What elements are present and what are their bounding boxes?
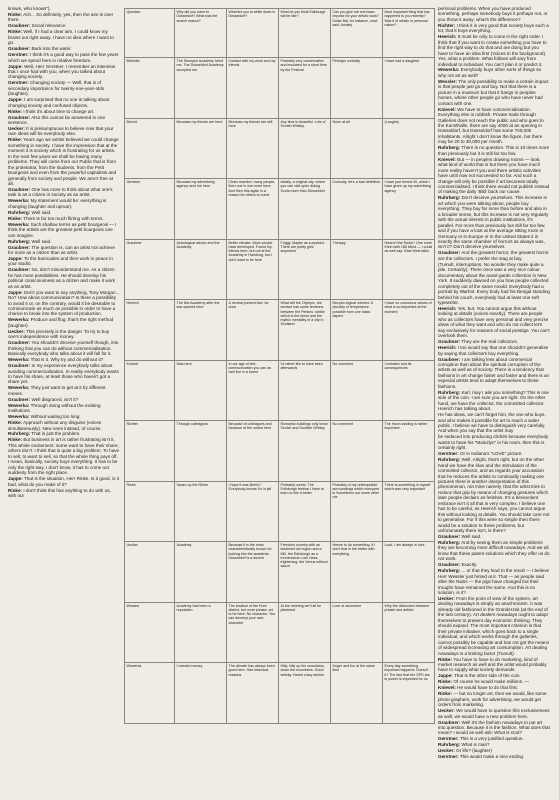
artist-name-cell: Böhmler — [125, 58, 175, 119]
dialogue-paragraph: Graubner: You shouldn't deceive yourself though, into thinking that you can do without commercialisation. Basically everybody who talks about it will fall for it. — [8, 340, 119, 357]
artist-name-cell: Heerich — [125, 300, 175, 361]
dialogue-paragraph: Knievel: He would have to do that first. — [438, 685, 518, 691]
answer-cell: Romantic buildings only know Scotch and Scottish Whisky — [279, 421, 331, 482]
answer-cell: (Laughs) — [383, 118, 435, 179]
answer-cell: Was here — [175, 360, 227, 421]
artist-name-cell: Wessler — [125, 602, 175, 663]
dialogue-paragraph: Heerich: Yes, but. You cannot argue this without looking at details (voices exactly). There are people who as collectors have very personal and very precise ideas of what they want and who do not collect let's say exclusively for reasons of social prestige. You can't overlook them. — [438, 305, 550, 339]
dialogue-paragraph: Gerstner: Or in Indiana's "LOVE" picture. — [438, 451, 523, 457]
answer-cell: I have just turned 40, which I have given up my advertising agency — [383, 179, 435, 240]
header-why-come: Why did you come to Düsseldorf? What was the search reason? — [175, 9, 227, 58]
artist-name-cell: Wewerka — [125, 663, 175, 724]
answer-cell: Curiosity: let's a bad definition — [331, 179, 383, 240]
dialogue-paragraph: Graubner: Social relevance. — [8, 23, 67, 29]
dialogue-paragraph: Graubner: Back into the water. — [8, 46, 72, 52]
answer-cell: Academy had been a reputation — [175, 602, 227, 663]
questionnaire-table — [124, 8, 435, 724]
answer-cell: Luck, I am always in love — [383, 542, 435, 603]
table-row — [125, 118, 435, 179]
answer-cell: Contact with my work and my friends — [227, 58, 279, 119]
dialogue-paragraph: Graubner: In my experience everybody talks about avoiding commercialisation. In reality everybody wants to have his share, at least those who haven't got a share yet. — [8, 363, 119, 385]
dialogue-paragraph: Rinke: Well, if I had a clear aim, I could know my brains out right away. I have no idea where I want to go. — [8, 29, 114, 46]
answer-cell: Haven't the Rodin? One more Klein with 166 killed — I could as well say: East West talks — [383, 239, 435, 300]
dialogue-paragraph: Gerstner: This would make a nice ending. — [438, 754, 525, 760]
dialogue-paragraph: Wewerka: That is it. Why try and do without it? — [8, 357, 104, 363]
answer-cell: In our age of tele-communication you can as well live in a forest — [227, 360, 279, 421]
artist-name-cell: Richter — [125, 421, 175, 482]
answer-cell: Because my advertising agency sent me here — [175, 179, 227, 240]
table-row — [125, 542, 435, 603]
dialogue-paragraph: Heerich: I too would say that one shouldn't generalise by saying that collectors buy everything. — [438, 345, 549, 356]
answer-cell: I have had a daughter — [383, 58, 435, 119]
dialogue-paragraph: Rinke: Years ago we artists believed we could change something in society. I have the impression that at the moment it is society which is frustrating for us artists. In the next few years we shall be having many problems. They will come from our Public that is from the proletariat, from the students, from the Petit Bourgeois and even from the powerful capitalists and generally from society and people. We aren't free at all. — [8, 137, 119, 187]
dialogue-paragraph: be seduced into producing clichés because everybody wants to have his "Mainzlyn" in his room, then this is certainly right. — [438, 434, 549, 451]
dialogue-paragraph: Graubner: They are the real collectors. — [438, 339, 519, 345]
dialogue-paragraph: Rinke: — but no longer art, then we would, like some photo-graphers, work for advertising, we would get orders from marketing. — [438, 691, 547, 708]
answer-cell: Chain reaction: many people, then one is one more here. And then this again is a reason for others to come — [227, 179, 279, 240]
answer-cell: None at all — [331, 118, 383, 179]
header-question: Question — [125, 9, 175, 58]
dialogue-paragraph: Ruhrberg: Karl, may I ask you something? This is one side of the coin. I am sure you are right. On the other hand, we have the collector, the committed collector. Heerich has talking about. — [438, 389, 549, 412]
dialogue-paragraph: Graubner: And the greatest horror, the greatest horror are the collectors. I prefer the stag at bay. — [438, 250, 549, 261]
answer-cell: Ideally, a original city, where you can visit open dialog Scots more than Düsseldorf — [279, 179, 331, 240]
answer-cell: Because it is the most characteristically known for looking into the academic Düsseldorf is a decent — [227, 542, 279, 603]
answer-cell: The climate has always been good here. Has historical reasons — [227, 663, 279, 724]
right-text-column — [438, 6, 550, 792]
table-row — [125, 360, 435, 421]
table-row — [125, 179, 435, 240]
dialogue-paragraph: Knievel: We have to have commercialisation. Everything else is rubbish. Private trade through Galleries does not reach the public and who goes to the Kunsthalle, there are say 4000 at an opening in Düsseldorf, but Düsseldorf has some 700,000 inhabitants. Alright I don't know the figure, but there may be 20 to 30,000 per month. — [438, 106, 544, 145]
dialogue-paragraph: Jappe: That is the situation, Herr Rinke. Is it good, is it bad, what do you make of it? — [8, 476, 119, 487]
answer-cell: Swam up the Rhine — [175, 481, 227, 542]
dialogue-paragraph: Uecker: It is presumptuous to believe now that your own ideas will be everybody else. — [8, 126, 114, 137]
answer-cell: No comment — [331, 360, 383, 421]
answer-cell: Morpho-logical interest. A plurality of temperance possible from one basic aspect — [331, 300, 383, 361]
dialogue-paragraph: (Tumult, interruptions. No wonder they make quite a pile. Certainly). There once was a very nice colour documentary about the avant-garde collection in New York. It suddenly dawned on you how people collected completely out of the same mould. Everybody had a portrait by Warhol. Every body had his Bengal standing behind his couch, everybody had at least one soft typewriter. — [438, 261, 550, 306]
dialogue-paragraph: Uecker: Or life? (laughter) — [438, 748, 492, 754]
answer-cell: There is something in myself which was very important — [383, 481, 435, 542]
answer-cell: The Stumpen Academy hired me. The Düsseldorf Academy accepted me — [175, 58, 227, 119]
table-row — [125, 602, 435, 663]
dialogue-paragraph: Graubner: Also this cannot be answered in one sentence. — [8, 114, 106, 126]
dialogue-paragraph: Ruhrberg: There is no question. This is 10 times more than previously but it is still far too few. — [438, 145, 550, 156]
dialogue-paragraph: Wewerka: They just want to get at it by different means. — [8, 385, 106, 396]
answer-cell: I'd rather like to have been afterwards — [279, 360, 331, 421]
dialogue-paragraph: Wewerka: Everybody buys other sorts of things so why not art as well? — [438, 67, 542, 78]
dialogue-paragraph: Uecker: From the point of view of the system, art dealing nowadays is simply an anachronism. It was already old fashioned in the Gründerzeit (at the end of the last century). Art dealers nowadays ought to adapt themselves to present day economic thinking. They should expand. The most important criterion is that their private initiative, which goes back to a single individual, and which works through the galleries, cannot possibly be capable and has not got the means of widespread increasing art consumption. Art dealing nowadays is a limiting factor (Tumult). — [438, 596, 550, 656]
dialogue-paragraph: Knievel: But — in peoples drawing rooms — look, what kind of world that is but there you have much more reality haven't you and there artistic activities have until now not succeeded so far. And such a change will only be possible if art becomes totally commercialised. I think there would not publish instead of making the daily 'Bild' back our cause. — [438, 156, 550, 195]
dialogue-paragraph: Ruhrberg: What is man? — [438, 742, 490, 748]
answer-cell: Why the distinction between private and artistic — [383, 602, 435, 663]
answer-cell: Foggy. Maybe as surprised. There are pretty girls anywhere — [279, 239, 331, 300]
answer-cell: Therapy — [331, 239, 383, 300]
dialogue-paragraph: Ruhrberg: ... or that they lead to the result — I believe Herr Wessler just hinted at it. That — as people said after the Nazis — the pigs have changed but their troughs have remained the same. And this is no solution, is it? — [438, 568, 550, 596]
answer-cell: Because of colleagues and because of the unrest here — [227, 421, 279, 482]
dialogue-paragraph: Graubner: The question is, can an artist not achieve for more as a citizen than as artist. — [8, 244, 115, 255]
dialogue-paragraph: Uecker: We would have to question this exclusiveness as well, we would have a new problem here. — [438, 708, 550, 719]
dialogue-paragraph: Gerstner: This is a very justified question. — [438, 736, 524, 742]
dialogue-paragraph: Ruhrberg: And by seeing them as simple problems they are becoming more difficult nowadays. And we all know that these patent solutions which they offer us do not work. — [438, 540, 550, 562]
dialogue-paragraph: Rinke: There is far too much flirting with terms. — [8, 215, 104, 221]
answer-cell: Better climate. More people have developed. Found my friends here, but not at the Academy in Hamburg, but I don't want to be here — [227, 239, 279, 300]
dialogue-paragraph: Ruhrberg: That is just the problem. — [8, 431, 81, 437]
dialogue-paragraph: Richter: I think it is very good that society buys such a lot, that it buys everything. — [438, 22, 549, 34]
dialogue-paragraph: Jappe: I am surprised that no one is talking about changing society and confused objects. — [8, 97, 110, 108]
dialogue-paragraph: Jappe: Well, Herr Gerstner, I remember an interview that I once had with you, when you talked about changing society. — [8, 63, 116, 80]
dialogue-paragraph: Graubner: Well said. — [438, 534, 482, 540]
answer-cell: Because my friends are here — [175, 118, 227, 179]
answer-cell: No comment — [331, 421, 383, 482]
dialogue-paragraph: Jappe: Don't you want to say anything, Tony Morgan... No? How about communication? Is there a possibility to avoid it or, on the contrary, would it be desirable to communicate as much as possible in order to have a chance to break into the system of production. — [8, 289, 120, 317]
dialogue-paragraph: Rinke: But business in art is rather frustrating isn't it. This whole excitement: some want to have their share, others don't. I think that is quite a big problem. To have to sell, to want to sell, so that the whole thing pays off. I mean, basically, society buys everything. It has to be only the right way, I don't know, it has to come out suddenly from the right place. — [8, 437, 120, 476]
dialogue-paragraph: Wewerka: My statement would be: everything is changing (laughter and uproar). — [8, 198, 107, 209]
dialogue-paragraph: Rinke: I think it's about time to change art. — [8, 108, 95, 114]
dialogue-paragraph: Graubner: I am talking less about commercial corruption than about the spiritual corruption of the artists as well as of society. There is a tendency that fashions in art change faster and faster and there is an especial artists tend to adapt themselves to these fashions. — [438, 356, 550, 389]
answer-cell: What will the Olympic, the surface has some tensions between the Perkins' rubble which is the tense and the mythic mentality of a city in Scotland — [279, 300, 331, 361]
dialogue-paragraph: He has ideas, we can't forget him, the one who buys, and who makes it possible for art to reach a wider public. I believe we have to distinguish very carefully. And when you say that the artist may — [438, 412, 546, 434]
dialogue-paragraph: Jappe: To the barricades and then work in peace in your studio. — [8, 255, 113, 267]
dialogue-paragraph: Rinke: You have to have to do marketing, kind of market research as well and the artist would probably have to supply what society demands. — [438, 656, 547, 673]
answer-cell: Probably unrest. The Edinburgh festival I have to learn to like it better — [279, 481, 331, 542]
dialogue-paragraph: Uecker: This precisely is the danger. To try to buy one's independence with money. — [8, 328, 110, 340]
dialogue-paragraph: Ruhrberg: Don't deceive yourselves. This increase in art which you were talking about, people buy everything. They buy far more than before and also in a broader sense, but this increase is not very regularly with the actual interest in public institutions, it's parallel. Far more than previously but still far too few, and if you have a look at the average sitting room in Germany or in Europe or in the United States it is exactly the same chamber of horrors as always was, isn't it? Don't deceive yourselves. — [438, 195, 549, 250]
dialogue-paragraph: Graubner: No, don't misunderstand me. As a citizen he has more possibilities. He should develop his political consciousness as a citizen and make it work as an artist. — [8, 267, 115, 289]
answer-cell: The first Academy after the war opened here — [175, 300, 227, 361]
dialogue-paragraph: Graubner: Well disgraced, isn't it? — [8, 396, 79, 402]
artist-name-cell: Rinke — [125, 481, 175, 542]
dialogue-paragraph: Gerstner: Changing society — Well, that is of secondary importance for twenty-one-year-olds (laughter). — [8, 80, 105, 97]
dialogue-paragraph: Ruhrberg: Well, Alright, that's right, but on the other hand we have the élan and the stimulation of the committed collector, and as regards your accusation that he reduces the artists to continually making one pictures there is another interpretation of this phenomenon, not mine namely, that the artist tries to reduce that grip by means of changing gestures which later people declaim as fetishes. It's a benevolent embrace isn't it all that is very complex. I believe one has to be careful, as Heerich says, you cannot argue this without looking at details. You should take care not to generalise. For if this were so simple then there would be a solution to these problems, but unfortunately there isn't, is there? — [438, 457, 550, 534]
dialogue-paragraph: Graubner: Exactly. — [438, 562, 478, 568]
dialogue-paragraph: Rinke: Of course he would make millions. — — [438, 679, 530, 685]
table-row — [125, 239, 435, 300]
answer-cell: Freedom country with an idealized old region and a Mill, the Edinburgh as a tremendous Loch Ness, frightening, the Venus without sauce — [279, 542, 331, 603]
answer-cell: I needed money — [175, 663, 227, 724]
dialogue-paragraph: Wewerka: Produce and flog, that's the right method (laughter). — [8, 317, 114, 328]
table-row — [125, 481, 435, 542]
header-edinburgh: What do you think Edinburgh will be like? — [279, 9, 331, 58]
dialogue-paragraph: Wewerka: Such shallow terms as petit bourgeois — I think the artists are the greatest petit bourgeois one can imagine. — [8, 221, 117, 238]
dialogue-paragraph: Rinke: I don't think this has anything to do with us, with our — [8, 487, 111, 498]
header-basic-impulse: Can you give me one basic impulse for your artistic work? Dollar Bat, for instance, once said: Anxiety — [331, 9, 383, 58]
table-header-row — [125, 9, 435, 58]
answer-cell: Because my friends are still here — [227, 118, 279, 179]
artist-name-cell: Knievel — [125, 360, 175, 421]
dialogue-paragraph: Wewerka: Through doing without the existing institutions. — [8, 402, 101, 414]
questionnaire-table-region — [124, 8, 434, 724]
answer-cell: Hilly, hilly up the mountains, down the mountains. Good whisky. Heard crazy stories — [279, 663, 331, 724]
answer-cell: Contrabiz and its consequences — [383, 360, 435, 421]
dialogue-paragraph: Wewerka: Without waiting too long. — [8, 414, 81, 420]
dialogue-paragraph: Wessler: The only possibility to make a certain impact is that people just go and buy. Not that there is a picture in a museum but that it hangs in peoples homes, where other people go who have never had contact with one. — [438, 78, 549, 106]
catalogue-page — [6, 6, 553, 794]
answer-cell: Every day something important happens. Doesn't it? The fact that the SPD are in power is important for us — [383, 663, 435, 724]
dialogue-paragraph: Jappe: That is the other side of the coin. — [438, 673, 521, 679]
answer-cell: Perhaps curiosity — [331, 58, 383, 119]
artist-name-cell: Brecht — [125, 118, 175, 179]
artist-name-cell: Uecker — [125, 542, 175, 603]
answer-cell: Through colleagues — [175, 421, 227, 482]
table-row — [125, 58, 435, 119]
answer-cell: A neutral present fact, for once — [227, 300, 279, 361]
dialogue-paragraph: Graubner: Well it's the fashion nowadays to put art into question. Because it is the fashion. What does that mean? I would as well ask: What is God? — [438, 719, 550, 736]
dialogue-paragraph: Gerstner: I think it's a good way to pass the few years which we spend here in relative freedom. — [8, 52, 119, 63]
dialogue-paragraph: personal problems. When you have produced something, perhaps somebody buys it perhaps not, or you throw it away; what's the difference? — [438, 6, 548, 22]
dialogue-paragraph: Rinke: Approach without any disguise (voices simultaneously). New ones instead, of course. — [8, 420, 102, 431]
dialogue-paragraph: Heerich: It must be only to come in the right order. I think that if you want to create something you have to find the right way to do that and are doing but you have to have an idea first (Voices in the background). Yes, what a problem. What follows will vary from individual to individual. You can't plan it or predict it. — [438, 34, 547, 67]
left-text-column — [8, 6, 120, 792]
answer-cell: I hope it was Berlin? Everybody knows it's in jail — [227, 481, 279, 542]
dialogue-paragraph: Ruhrberg: Well said. — [8, 238, 52, 244]
answer-cell: Hence to do something, if I don't that in the better with everything — [331, 542, 383, 603]
answer-cell: At the meeting we'll all be plastered — [279, 602, 331, 663]
table-row — [125, 421, 435, 482]
answer-cell: Anger and fun at the same time — [331, 663, 383, 724]
dialogue-paragraph: Rinke: Ach... So definitely, yes, then the aim is over there. — [8, 11, 114, 23]
table-row — [125, 663, 435, 724]
answer-cell: Astrological advice and the Academy — [175, 239, 227, 300]
header-settle-down: What led you to settle down in Düsseldorf? — [227, 9, 279, 58]
answer-cell: The location of the Ruhr district, but more please: art to be here. No character, You can develop your own character — [227, 602, 279, 663]
answer-cell: Probably very conservative and insulated for a short time by the Festival — [279, 58, 331, 119]
answer-cell: Any time is beautiful. Lots of Scotch Whisky — [279, 118, 331, 179]
answer-cell: The moon landing is rather important — [383, 421, 435, 482]
answer-cell: Academy — [175, 542, 227, 603]
dialogue-paragraph: Ruhrberg: Well said. — [8, 209, 52, 215]
answer-cell: Probably of my untemptable surroundings which everyone is Sometimes nor some other me — [331, 481, 383, 542]
answer-cell: I have no conscious values of what is so important at the moment — [383, 300, 435, 361]
artist-name-cell: Graubner — [125, 239, 175, 300]
answer-cell: Love of adventure — [331, 602, 383, 663]
table-row — [125, 300, 435, 361]
dialogue-paragraph: Graubner: One has more to think about what one's task is as a citizen in society as an artist. — [8, 187, 113, 198]
artist-name-cell: Gerstner — [125, 179, 175, 240]
dialogue-paragraph: knows, who knows"). — [8, 6, 51, 11]
header-most-important: Most important thing that has happened to you recently? Was it of artistic or personal nature? — [383, 9, 435, 58]
